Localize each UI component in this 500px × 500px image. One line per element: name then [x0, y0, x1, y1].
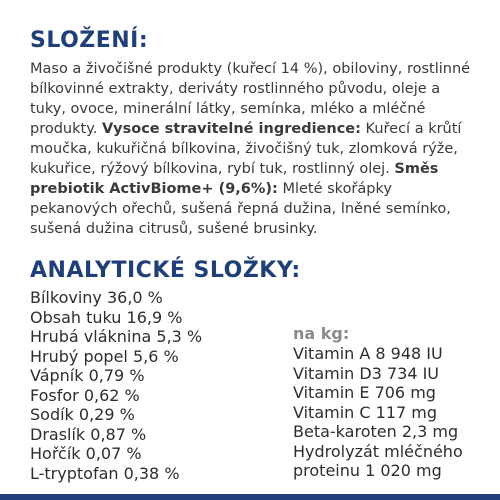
composition-text [30, 59, 475, 239]
analytical-item: Hrubý popel 5,6 % [30, 346, 179, 366]
vitamin-item: Hydrolyzát mléčného [293, 441, 463, 461]
vitamin-item: Vitamin C 117 mg [293, 402, 437, 422]
composition-bold-segment: Směs prebiotik ActivBiome+ (9,6%): [30, 161, 439, 197]
composition-segment: Maso a živočišné produkty (kuřecí 14 %), obiloviny, rostlinné bílkovinné extrakty, deriváty rostlinného původu, oleje a tuky, ovoce, minerální látky, semínka, mléko a mléčné produkty. [30, 61, 471, 137]
analytical-item: Obsah tuku 16,9 % [30, 307, 183, 327]
composition-segment: Mleté skořápky pekanových ořechů, sušená řepná dužina, lněné semínko, sušená dužina citrusů, sušené brusinky. [30, 181, 451, 237]
vitamin-item: Vitamin E 706 mg [293, 383, 436, 402]
analytical-item: Fosfor 0,62 % [30, 385, 140, 405]
analytical-item: Hrubá vláknina 5,3 % [30, 327, 203, 346]
analytical-item: Draslík 0,87 % [30, 424, 147, 444]
vitamin-item: Beta-karoten 2,3 mg [293, 422, 459, 441]
analytical-heading: ANALYTICKÉ SLOŽKY: [30, 258, 301, 283]
vitamin-list [293, 344, 493, 481]
analytical-item: Hořčík 0,07 % [30, 444, 142, 463]
vitamin-item: proteinu 1 020 mg [293, 461, 442, 480]
per-kg-label: na kg: [293, 324, 350, 343]
footer-bar [0, 494, 500, 500]
analytical-item: Sodík 0,29 % [30, 405, 135, 424]
analytical-item: L-tryptofan 0,38 % [30, 463, 180, 483]
composition-heading: SLOŽENÍ: [30, 28, 149, 53]
composition-bold-segment: Vysoce stravitelné ingredience: [101, 121, 361, 137]
vitamin-item: Vitamin D3 734 IU [293, 363, 440, 383]
composition-segment: Kuřecí a krůtí moučka, kukuřičná bílkovina, živočišný tuk, zlomková rýže, kukuřice, rýžový bílkovina, rybí tuk, rostlinný olej. [30, 121, 462, 177]
analytical-item: Vápník 0,79 % [30, 366, 145, 385]
vitamin-item: Vitamin A 8 948 IU [293, 344, 443, 363]
analytical-list [30, 288, 270, 483]
analytical-item: Bílkoviny 36,0 % [30, 288, 163, 307]
